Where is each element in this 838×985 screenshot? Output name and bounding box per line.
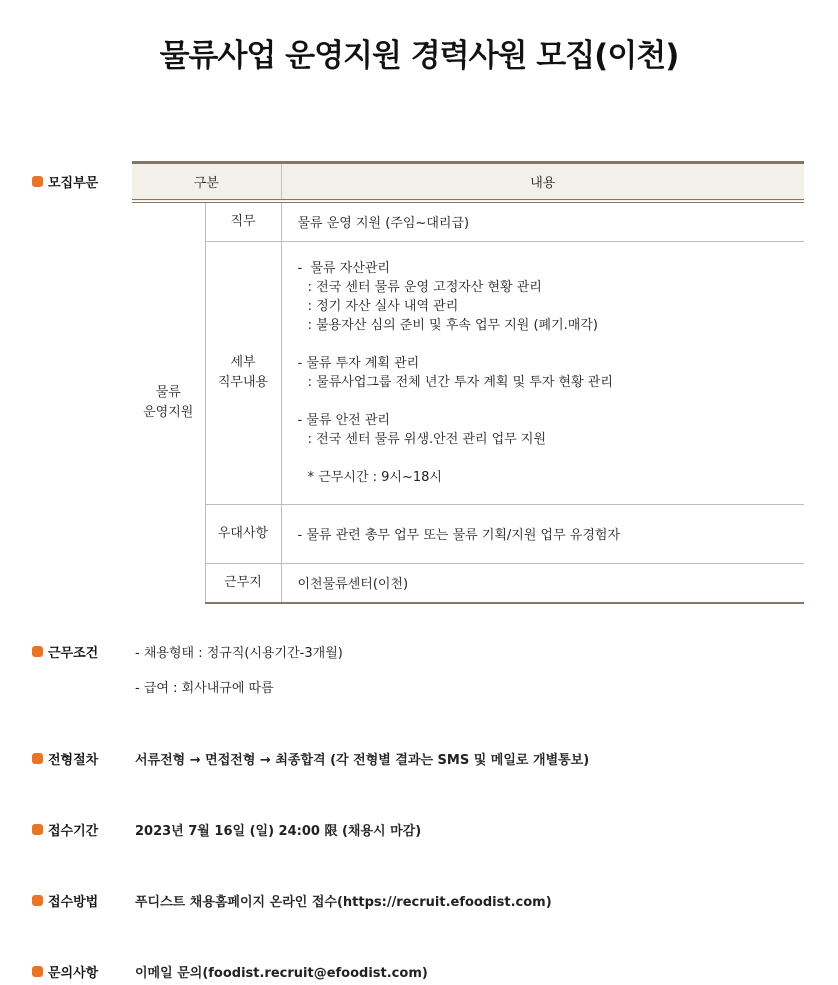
section-label-process	[32, 749, 98, 768]
contact-text: 이메일 문의(foodist.recruit@efoodist.com)	[135, 966, 428, 981]
detail-line: : 전국 센터 물류 운영 고정자산 현황 관리	[303, 279, 542, 295]
section-label-contact	[32, 962, 98, 981]
table-category-cell	[132, 201, 205, 603]
condition-salary: - 급여 : 회사내규에 따름	[135, 681, 274, 696]
page-title: 물류사업 운영지원 경력사원 모집(이천)	[159, 38, 679, 74]
orange-bullet-icon	[32, 753, 43, 764]
period-text: 2023년 7월 16일 (일) 24:00 限 (채용시 마감)	[135, 824, 422, 839]
recruit-table	[132, 161, 804, 604]
detail-line: : 전국 센터 물류 위생.안전 관리 업무 지원	[303, 431, 546, 447]
detail-line: - 물류 투자 계획 관리	[297, 355, 420, 371]
orange-bullet-icon	[32, 176, 43, 187]
orange-bullet-icon	[32, 895, 43, 906]
section-label-conditions	[32, 642, 98, 661]
detail-gap	[298, 335, 805, 354]
table-header-content: 내용	[281, 163, 804, 202]
detail-label-line: 세부	[230, 354, 256, 370]
detail-line: * 근무시간 : 9시~18시	[303, 469, 442, 485]
category-line: 운영지원	[143, 405, 194, 420]
row-value-location: 이천물류센터(이천)	[281, 563, 804, 603]
row-value-preference: - 물류 관련 총무 업무 또는 물류 기획/지원 업무 유경험자	[281, 504, 804, 563]
orange-bullet-icon	[32, 966, 43, 977]
detail-gap	[298, 449, 805, 468]
detail-line: - 물류 안전 관리	[297, 412, 390, 428]
row-label-job: 직무	[205, 201, 281, 241]
detail-line: : 물류사업그룹 전체 년간 투자 계획 및 투자 현황 관리	[303, 374, 613, 390]
section-label-recruit-dept	[32, 172, 98, 191]
detail-gap	[298, 392, 805, 411]
section-label-text: 접수기간	[48, 824, 99, 839]
detail-line: : 정기 자산 실사 내역 관리	[303, 298, 459, 314]
row-value-job: 물류 운영 지원 (주임~대리급)	[281, 201, 804, 241]
detail-line: : 불용자산 심의 준비 및 후속 업무 지원 (폐기.매각)	[303, 317, 598, 333]
section-label-text: 문의사항	[48, 966, 99, 981]
table-header-category: 구분	[132, 163, 281, 202]
row-label-preference: 우대사항	[205, 504, 281, 563]
row-label-location: 근무지	[205, 563, 281, 603]
row-label-detail	[205, 241, 281, 504]
detail-line: - 물류 자산관리	[297, 260, 390, 276]
section-label-text: 접수방법	[48, 895, 99, 910]
condition-employment-type: - 채용형태 : 정규직(시용기간-3개월)	[135, 646, 343, 661]
section-label-text: 근무조건	[48, 646, 99, 661]
method-text: 푸디스트 채용홈페이지 온라인 접수(https://recruit.efoodist.com)	[135, 895, 552, 910]
process-text: 서류전형 → 면접전형 → 최종합격 (각 전형별 결과는 SMS 및 메일로 개별통보)	[135, 753, 590, 768]
category-line: 물류	[155, 385, 181, 400]
section-label-period	[32, 820, 98, 839]
section-label-method	[32, 891, 98, 910]
orange-bullet-icon	[32, 824, 43, 835]
section-label-text: 전형절차	[48, 753, 99, 768]
section-label-text: 모집부문	[48, 176, 99, 191]
orange-bullet-icon	[32, 646, 43, 657]
detail-label-line: 직무내용	[217, 374, 269, 390]
row-value-detail	[281, 241, 804, 504]
